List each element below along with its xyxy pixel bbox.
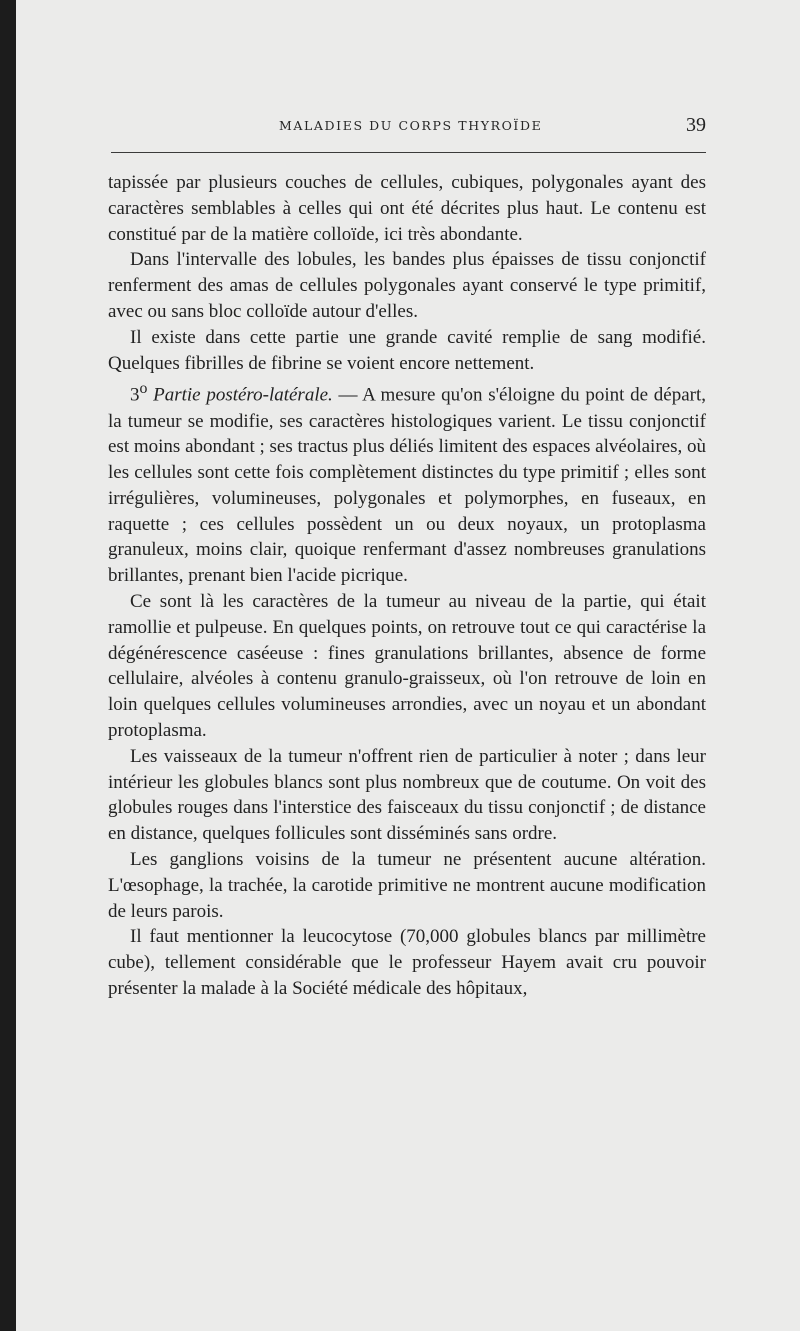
book-page — [16, 0, 800, 1331]
section-heading-italic: Partie postéro-latérale. — [147, 384, 333, 406]
header-rule — [111, 152, 706, 153]
paragraph-leucocytose: Il faut mentionner la leucocytose (70,000 globules blancs par millimètre cube), tellement considérable que le professeur Hayem avait cru pouvoir présenter la malade à la Société médicale des hôpitaux, — [108, 926, 706, 1000]
paragraph-cavite-sang: Il existe dans cette partie une grande cavité remplie de sang modifié. Quelques fibrilles de fibrine se voient encore nettement. — [108, 326, 706, 374]
paragraph-partie-postero-laterale — [108, 376, 706, 589]
paragraph-intervalle-lobules: Dans l'intervalle des lobules, les bandes plus épaisses de tissu conjonctif renferment des amas de cellules polygonales ayant conservé le type primitif, avec ou sans bloc colloïde autour d'elles. — [108, 249, 706, 322]
page-header — [16, 112, 800, 144]
scan-border — [0, 0, 16, 1331]
page-number: 39 — [686, 114, 706, 136]
section-number: 3 — [130, 384, 140, 406]
paragraph-continuation: tapissée par plusieurs couches de cellules, cubiques, polygonales ayant des caractères semblables à celles qui ont été décrites plus haut. Le contenu est constitué par de la matière colloïde, ici très abondante. — [108, 172, 706, 245]
body-text — [108, 170, 706, 1002]
running-title: MALADIES DU CORPS THYROÏDE — [279, 118, 543, 133]
section-text: — A mesure qu'on s'éloigne du point de départ, la tumeur se modifie, ses caractères histologiques varient. Le tissu conjonctif est moins abondant ; ses tractus plus déliés limitent des espaces alvéolaires, où les cellules sont cette fois complètement distinctes du type primitif ; elles sont irrégulières, volumineuses, polygonales et polymorphes, en fuseaux, en raquette ; ces cellules possèdent un ou deux noyaux, un protoplasma granuleux, moins clair, quoique renfermant d'assez nombreuses granulations brillantes, prenant bien l'acide picrique. — [108, 384, 706, 587]
paragraph-partie-ramollie: Ce sont là les caractères de la tumeur au niveau de la partie, qui était ramollie et pulpeuse. En quelques points, on retrouve tout ce qui caractérise la dégénérescence caséeuse : fines granulations brillantes, absence de forme cellulaire, alvéoles à contenu granulo-graisseux, où l'on retrouve de loin en loin quelques cellules volumineuses arrondies, avec un noyau et un abondant protoplasma. — [108, 591, 706, 742]
section-number-ordinal: o — [139, 380, 148, 398]
paragraph-ganglions: Les ganglions voisins de la tumeur ne présentent aucune altération. L'œsophage, la trachée, la carotide primitive ne montrent aucune modification de leurs parois. — [108, 849, 706, 922]
paragraph-vaisseaux: Les vaisseaux de la tumeur n'offrent rien de particulier à noter ; dans leur intérieur les globules blancs sont plus nombreux que de coutume. On voit des globules rouges dans l'interstice des faisceaux du tissu conjonctif ; de distance en distance, quelques follicules sont disséminés sans ordre. — [108, 745, 706, 845]
